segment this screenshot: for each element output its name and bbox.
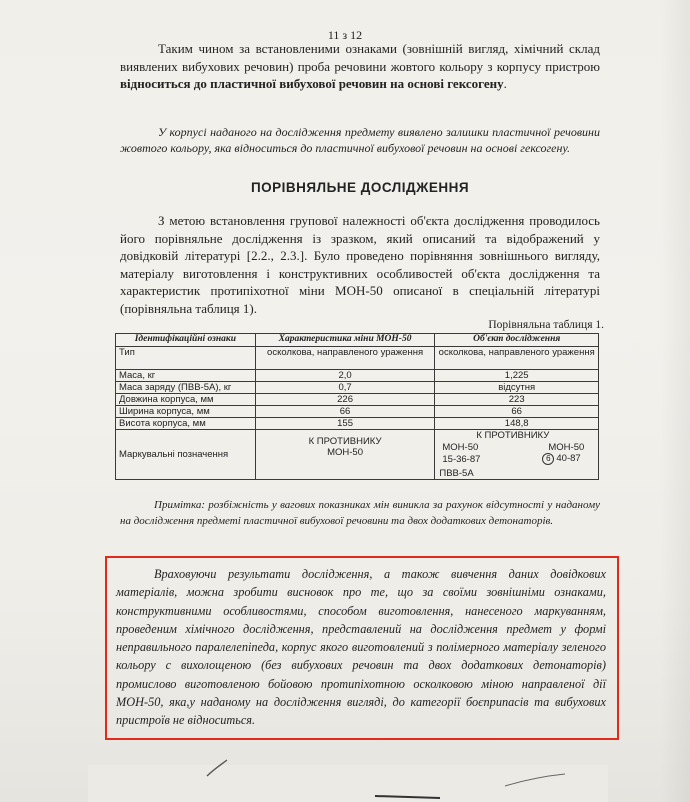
table-cell: Маркувальні позначення: [116, 430, 256, 480]
table-cell: 66: [255, 406, 435, 418]
marking-top: К ПРОТИВНИКУ: [476, 430, 550, 441]
table-header-row: [116, 334, 599, 347]
table-cell: 148,8: [435, 418, 599, 430]
signature-scribble: [205, 756, 625, 802]
table-row: [116, 382, 599, 394]
table-header-cell: Характеристика міни МОН-50: [255, 334, 435, 347]
table-cell: 66: [435, 406, 599, 418]
table-cell: Ширина корпуса, мм: [116, 406, 256, 418]
marking-left-2: 15-36-87: [442, 454, 481, 465]
table-note: [120, 497, 600, 529]
table-header-cell: Об'єкт дослідження: [435, 334, 599, 347]
table-row: [116, 406, 599, 418]
table-cell: 0,7: [255, 382, 435, 394]
note-label: Примітка:: [154, 499, 205, 511]
table-cell: відсутня: [435, 382, 599, 394]
paragraph-1-bold: відноситься до пластичної вибухової речовин на основі гексогену: [120, 76, 504, 91]
marking-left-1: МОН-50: [442, 442, 479, 453]
table-row-marking: [116, 430, 599, 480]
comparison-table: [115, 333, 599, 480]
paragraph-1-end: .: [503, 76, 507, 91]
paragraph-explosive-conclusion: [120, 40, 600, 93]
table-cell: Маса, кг: [116, 370, 256, 382]
paragraph-1-text: Таким чином за встановленими ознаками (зовнішній вигляд, хімічний склад виявлених вибухових речовин) проба речовини жовтого кольору з корпусу пристрою: [120, 41, 600, 74]
table-cell: Маса заряду (ПВВ-5А), кг: [116, 382, 256, 394]
paragraph-comparison-intro: З метою встановлення групової належності об'єкта дослідження проводилось його порівняльне дослідження із зразком, який описаний та відображений у довідковій літературі [2.2., 2.3.]. Було проведено порівняння зовнішнього вигляду, матеріалу виготовлення і конструктивних особливостей об'єкта дослідження та характеристик протипіхотної міни МОН-50 описаної в спеціальній літературі (порівняльна таблиця 1).: [120, 213, 600, 316]
page-number: 11 з 12: [327, 28, 363, 42]
note-text: розбіжність у вагових показниках мін виникла за рахунок відсутності у наданому на дослідження предметі пластичної вибухової речовини та двох додаткових детонаторів.: [120, 499, 600, 527]
table-cell: Тип: [116, 347, 256, 370]
page-shadow: [660, 0, 690, 802]
final-conclusion: Враховуючи результати дослідження, а також вивчення даних довідкових матеріалів, можна зробити висновок про те, що за своїми зовнішніми ознаками, конструктивними особливостями, способом виготовлення, нанесеного маркуванням, проведеним хімічного дослідження, представлений на дослідження предмет у формі неправильного паралелепіпеда, корпус якого виготовлений з полімерного матеріалу зеленого кольору с вихолощеною (без вибухових речовин та двох додаткових детонаторів) промислово виготовленою бойовою протипіхотною осколковою міною направленої дії МОН-50, яка,у наданому на дослідження вигляді, до категорії боєприпасів та вибухових пристроїв не відноситься.: [116, 567, 606, 728]
table-cell-marking-object: [435, 430, 599, 480]
table-cell: 155: [255, 418, 435, 430]
marking-left-3: ПВВ-5А: [439, 468, 474, 479]
marking-right-1: МОН-50: [548, 442, 585, 453]
paragraph-residue-note: У корпусі наданого на дослідження предмету виявлено залишки пластичної речовини жовтого кольору, яка відноситься до пластичної вибухової речовин на основі гексогену.: [120, 125, 600, 155]
table-header-cell: Ідентифікаційні ознаки: [116, 334, 256, 347]
table-cell-marking-sample: [255, 430, 435, 480]
table-cell: 2,0: [255, 370, 435, 382]
table-cell: Довжина корпуса, мм: [116, 394, 256, 406]
section-heading: ПОРІВНЯЛЬНЕ ДОСЛІДЖЕННЯ: [250, 180, 470, 195]
marking-sample-text: К ПРОТИВНИКУ МОН-50: [308, 436, 382, 458]
marking-object: [438, 430, 595, 468]
table-cell: осколкова, направленого ураження: [435, 347, 599, 370]
table-cell: 223: [435, 394, 599, 406]
marking-right-2-wrap: [542, 453, 580, 465]
table-row: [116, 370, 599, 382]
table-row: [116, 347, 599, 370]
table-row: [116, 394, 599, 406]
table-caption: Порівняльна таблиця 1.: [488, 319, 604, 331]
circle-six-icon: 6: [542, 453, 554, 465]
table-row: [116, 418, 599, 430]
table-cell: 1,225: [435, 370, 599, 382]
table-cell: 226: [255, 394, 435, 406]
table-cell: осколкова, направленого ураження: [255, 347, 435, 370]
table-cell: Висота корпуса, мм: [116, 418, 256, 430]
marking-right-2: 40-87: [556, 453, 581, 464]
